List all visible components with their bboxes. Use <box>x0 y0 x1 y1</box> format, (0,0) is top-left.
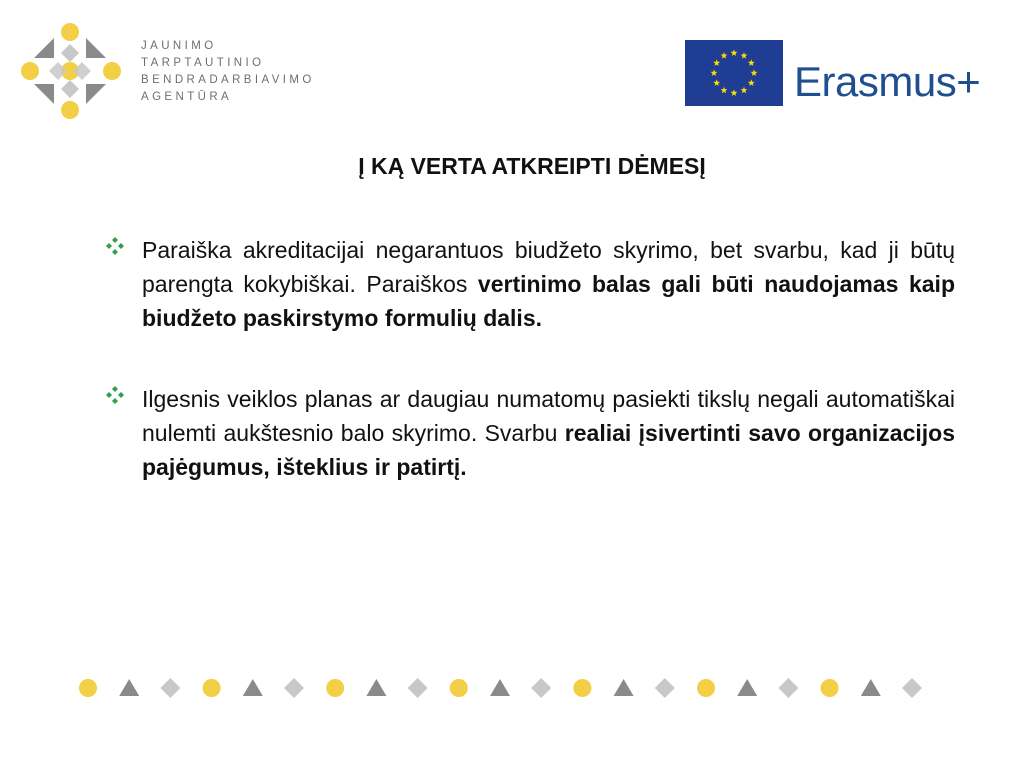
bullet-item <box>105 382 955 484</box>
footer-triangle <box>119 679 139 696</box>
footer-circle <box>326 679 344 697</box>
footer-circle <box>450 679 468 697</box>
footer-triangle <box>861 679 881 696</box>
footer-diamond <box>408 678 428 698</box>
agency-name-line: TARPTAUTINIO <box>141 57 265 69</box>
diamond-bullet-icon <box>105 236 125 256</box>
footer-triangle <box>243 679 263 696</box>
eu-flag-icon <box>685 40 783 106</box>
slide-title: Į KĄ VERTA ATKREIPTI DĖMESĮ <box>358 153 706 179</box>
footer-diamond <box>531 678 551 698</box>
bullet-regular-text: Paraiška akreditacijai negarantuos biudžeto skyrimo, bet svarbu, kad ji būtų parengta kokybiškai. Paraiškos <box>142 237 955 297</box>
footer-circle <box>79 679 97 697</box>
footer-triangle <box>614 679 634 696</box>
footer-triangle <box>737 679 757 696</box>
diamond-bullet-icon <box>105 385 125 405</box>
footer-triangle <box>366 679 386 696</box>
footer-circle <box>697 679 715 697</box>
footer-circle <box>203 679 221 697</box>
bullet-bold-text: realiai įsivertinti savo organizacijos pajėgumus, išteklius ir patirtį. <box>142 420 955 480</box>
footer-circle <box>821 679 839 697</box>
bullet-item <box>105 233 955 335</box>
footer-diamond <box>655 678 675 698</box>
footer-decoration <box>76 676 926 700</box>
agency-name-line: JAUNIMO <box>141 40 217 52</box>
agency-name-line: AGENTŪRA <box>141 91 233 103</box>
bullet-regular-text: Ilgesnis veiklos planas ar daugiau numatomų pasiekti tikslų negali automatiškai nulemti aukštesnio balo skyrimo. Svarbu <box>142 386 955 446</box>
footer-diamond <box>902 678 922 698</box>
footer-diamond <box>160 678 180 698</box>
footer-circle <box>573 679 591 697</box>
agency-logo-mark <box>18 20 128 120</box>
footer-triangle <box>490 679 510 696</box>
footer-diamond <box>284 678 304 698</box>
agency-name <box>141 38 315 106</box>
footer-diamond <box>778 678 798 698</box>
bullet-bold-text: vertinimo balas gali būti naudojamas kaip biudžeto paskirstymo formulių dalis. <box>142 271 955 331</box>
erasmus-wordmark: Erasmus+ <box>794 58 981 105</box>
agency-name-line: BENDRADARBIAVIMO <box>141 74 315 86</box>
bullet-text <box>142 233 955 335</box>
bullet-text <box>142 382 955 484</box>
